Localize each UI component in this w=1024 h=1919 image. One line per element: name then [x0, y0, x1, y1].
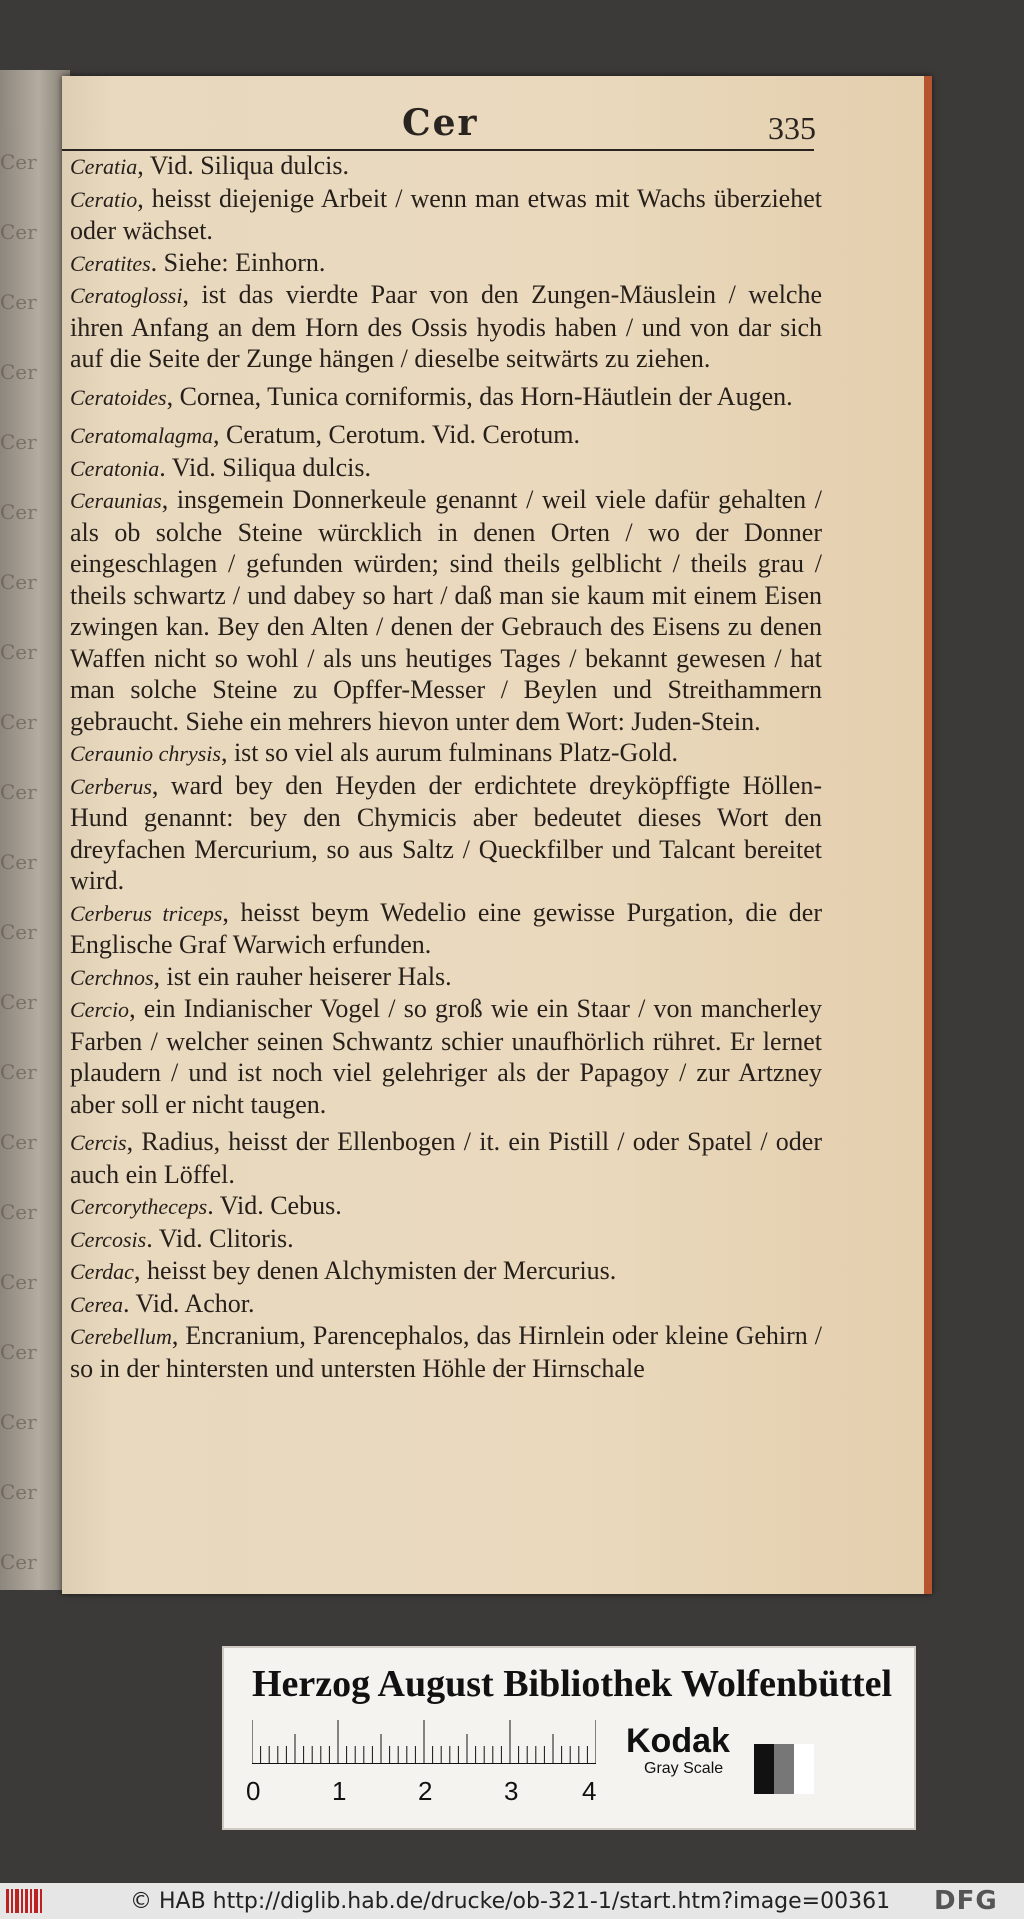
- entry-term: Cerberus triceps: [70, 900, 223, 926]
- dictionary-entry: [70, 484, 822, 737]
- ghost-margin-word: Cer: [0, 990, 37, 1014]
- entry-definition: , insgemein Donnerkeule genannt / weil viele dafür gehalten / als ob solche Steine würcklich in denen Orten / wo der Donner eingeschlagen / gefunden würden; sind theils gelblicht / theils grau / theils schwartz / und dabey so hart / daß man sie kaum mit einem Eisen zwingen kan. Bey den Alten / denen der Gebrauch des Eisens zu denen Waffen nicht so wohl / als uns heutiges Tages / bekannt gewesen / hat man solche Steine zu Opffer-Messer / Beylen und Streithammern gebraucht. Siehe ein mehrers hievon unter dem Wort: Juden-Stein.: [70, 485, 822, 736]
- ruler-number: 4: [582, 1776, 597, 1806]
- previous-page-edge: [0, 70, 70, 1590]
- dictionary-entry: [70, 897, 822, 961]
- entry-definition: . Vid. Cebus.: [207, 1191, 342, 1220]
- entry-term: Cercosis: [70, 1226, 147, 1252]
- entry-definition: , ist das vierdte Paar von den Zungen-Mäuslein / welche ihren Anfang an dem Horn des Ossis hyodis haben / und von dar sich auf die Seite der Zunge hängen / dieselbe seitwärts zu ziehen.: [70, 280, 822, 373]
- dictionary-entry: [70, 1320, 822, 1384]
- entry-definition: . Vid. Achor.: [122, 1288, 255, 1318]
- dictionary-entry: [70, 150, 822, 183]
- ruler-scale: [252, 1720, 596, 1764]
- entry-term: Cerchnos: [70, 964, 154, 990]
- ghost-margin-word: Cer: [0, 640, 37, 664]
- ruler-number: 3: [504, 1776, 519, 1806]
- dictionary-entry: [70, 993, 822, 1120]
- entry-definition: , Encranium, Parencephalos, das Hirnlein oder kleine Gehirn / so in der hintersten und untersten Höhle der Hirnschale: [70, 1321, 822, 1383]
- barcode-icon: [6, 1889, 46, 1913]
- entry-definition: , heisst beym Wedelio eine gewisse Purgation, die der Englische Graf Warwich erfunden.: [70, 897, 823, 959]
- entry-definition: , heisst diejenige Arbeit / wenn man etwas mit Wachs überziehet oder wächset.: [70, 183, 822, 245]
- dictionary-entry: [70, 279, 822, 375]
- kodak-logo: Kodak: [626, 1722, 730, 1760]
- entry-term: Ceratia: [70, 154, 138, 179]
- dictionary-entry: [70, 1255, 822, 1288]
- entry-term: Ceraunio chrysis: [70, 741, 221, 766]
- ghost-margin-word: Cer: [0, 1270, 37, 1294]
- dictionary-entry: [70, 247, 822, 280]
- entry-term: Cerebellum: [70, 1324, 172, 1349]
- entry-definition: , Cornea, Tunica corniformis, das Horn-Häutlein der Augen.: [166, 381, 793, 411]
- ghost-margin-word: Cer: [0, 290, 37, 314]
- ghost-margin-word: Cer: [0, 150, 37, 174]
- viewer-footer: [0, 1883, 1024, 1919]
- entry-term: Cerberus: [70, 773, 152, 799]
- entry-definition: . Vid. Clitoris.: [146, 1223, 294, 1253]
- page-header: [62, 76, 924, 156]
- dictionary-entry: [70, 381, 822, 414]
- entry-term: Cerdac: [70, 1259, 134, 1284]
- ghost-margin-word: Cer: [0, 570, 37, 594]
- dictionary-entry: [70, 961, 822, 994]
- dictionary-entry: [70, 770, 822, 897]
- entry-term: Cercio: [70, 997, 130, 1022]
- ghost-margin-word: Cer: [0, 850, 37, 874]
- dictionary-entry: [70, 419, 822, 452]
- ghost-margin-word: Cer: [0, 1410, 37, 1434]
- dictionary-entry: [70, 183, 822, 247]
- entry-term: Ceratoglossi: [70, 283, 183, 308]
- ghost-margin-word: Cer: [0, 360, 37, 384]
- entry-definition: , Ceratum, Cerotum. Vid. Cerotum.: [213, 420, 580, 449]
- gray-scale-label: Gray Scale: [644, 1760, 724, 1777]
- ruler-number: 2: [418, 1776, 433, 1806]
- dictionary-entry: [70, 452, 822, 485]
- entry-term: Cercis: [70, 1130, 127, 1155]
- book-page: [62, 76, 932, 1594]
- entry-term: Ceraunias: [70, 488, 162, 513]
- library-name: Herzog August Bibliothek Wolfenbüttel: [252, 1663, 893, 1705]
- ruler-number: 1: [332, 1776, 347, 1806]
- dictionary-entry: [70, 1190, 822, 1223]
- entry-definition: , heisst bey denen Alchymisten der Mercurius.: [133, 1256, 617, 1285]
- ghost-margin-word: Cer: [0, 220, 37, 244]
- ghost-margin-word: Cer: [0, 1130, 37, 1154]
- ghost-margin-word: Cer: [0, 1480, 37, 1504]
- dictionary-entry: [70, 1126, 822, 1190]
- ghost-margin-word: Cer: [0, 1550, 37, 1574]
- entry-term: Cercorytheceps: [70, 1194, 208, 1219]
- entry-definition: , ist so viel als aurum fulminans Platz-Gold.: [220, 738, 679, 767]
- entry-definition: . Vid. Siliqua dulcis.: [159, 452, 371, 482]
- page-number: 335: [768, 110, 816, 146]
- ruler-number: 0: [246, 1776, 261, 1806]
- ghost-margin-word: Cer: [0, 1060, 37, 1084]
- entry-term: Ceratomalagma: [70, 423, 213, 448]
- ghost-margin-word: Cer: [0, 430, 37, 454]
- entry-term: Cerea: [70, 1291, 123, 1317]
- ghost-margin-word: Cer: [0, 500, 37, 524]
- source-link[interactable]: © HAB http://diglib.hab.de/drucke/ob-321-1/start.htm?image=00361: [130, 1889, 891, 1914]
- ghost-margin-word: Cer: [0, 780, 37, 804]
- archive-color-chart: [222, 1646, 916, 1830]
- ghost-margin-word: Cer: [0, 710, 37, 734]
- running-head-word: Cer: [402, 102, 479, 144]
- entry-term: Ceratonia: [70, 455, 160, 481]
- entry-term: Ceratoides: [70, 384, 167, 410]
- entry-definition: , ward bey den Heyden der erdichtete dreyköpffigte Höllen-Hund genannt: bey den Chymicis aber bedeutet dieses Wort den dreyfachen Mercurium, so aus Saltz / Queckfilber und Talcant bereitet wird.: [70, 770, 822, 895]
- ghost-margin-word: Cer: [0, 920, 37, 944]
- entry-definition: , ein Indianischer Vogel / so groß wie ein Staar / von mancherley Farben / welcher seinen Schwantz schier unaufhörlich rühret. Er lernet plaudern / und ist noch viel gelehriger als der Papagoy / zur Artzney aber soll er nicht taugen.: [70, 994, 822, 1119]
- entry-definition: , Vid. Siliqua dulcis.: [137, 151, 349, 180]
- dictionary-entry: [70, 1288, 822, 1321]
- dictionary-entries: [70, 150, 822, 1384]
- entry-definition: , Radius, heisst der Ellenbogen / it. ein Pistill / oder Spatel / oder auch ein Löffel.: [70, 1127, 822, 1189]
- dictionary-entry: [70, 1223, 822, 1256]
- dfg-logo: DFG: [934, 1886, 998, 1916]
- dictionary-entry: [70, 737, 822, 770]
- ghost-margin-word: Cer: [0, 1340, 37, 1364]
- entry-term: Ceratio: [70, 186, 138, 212]
- entry-term: Ceratites: [70, 250, 151, 276]
- entry-definition: , ist ein rauher heiserer Hals.: [153, 961, 452, 991]
- entry-definition: . Siehe: Einhorn.: [150, 247, 326, 277]
- gray-swatch: [754, 1744, 814, 1794]
- ghost-margin-word: Cer: [0, 1200, 37, 1224]
